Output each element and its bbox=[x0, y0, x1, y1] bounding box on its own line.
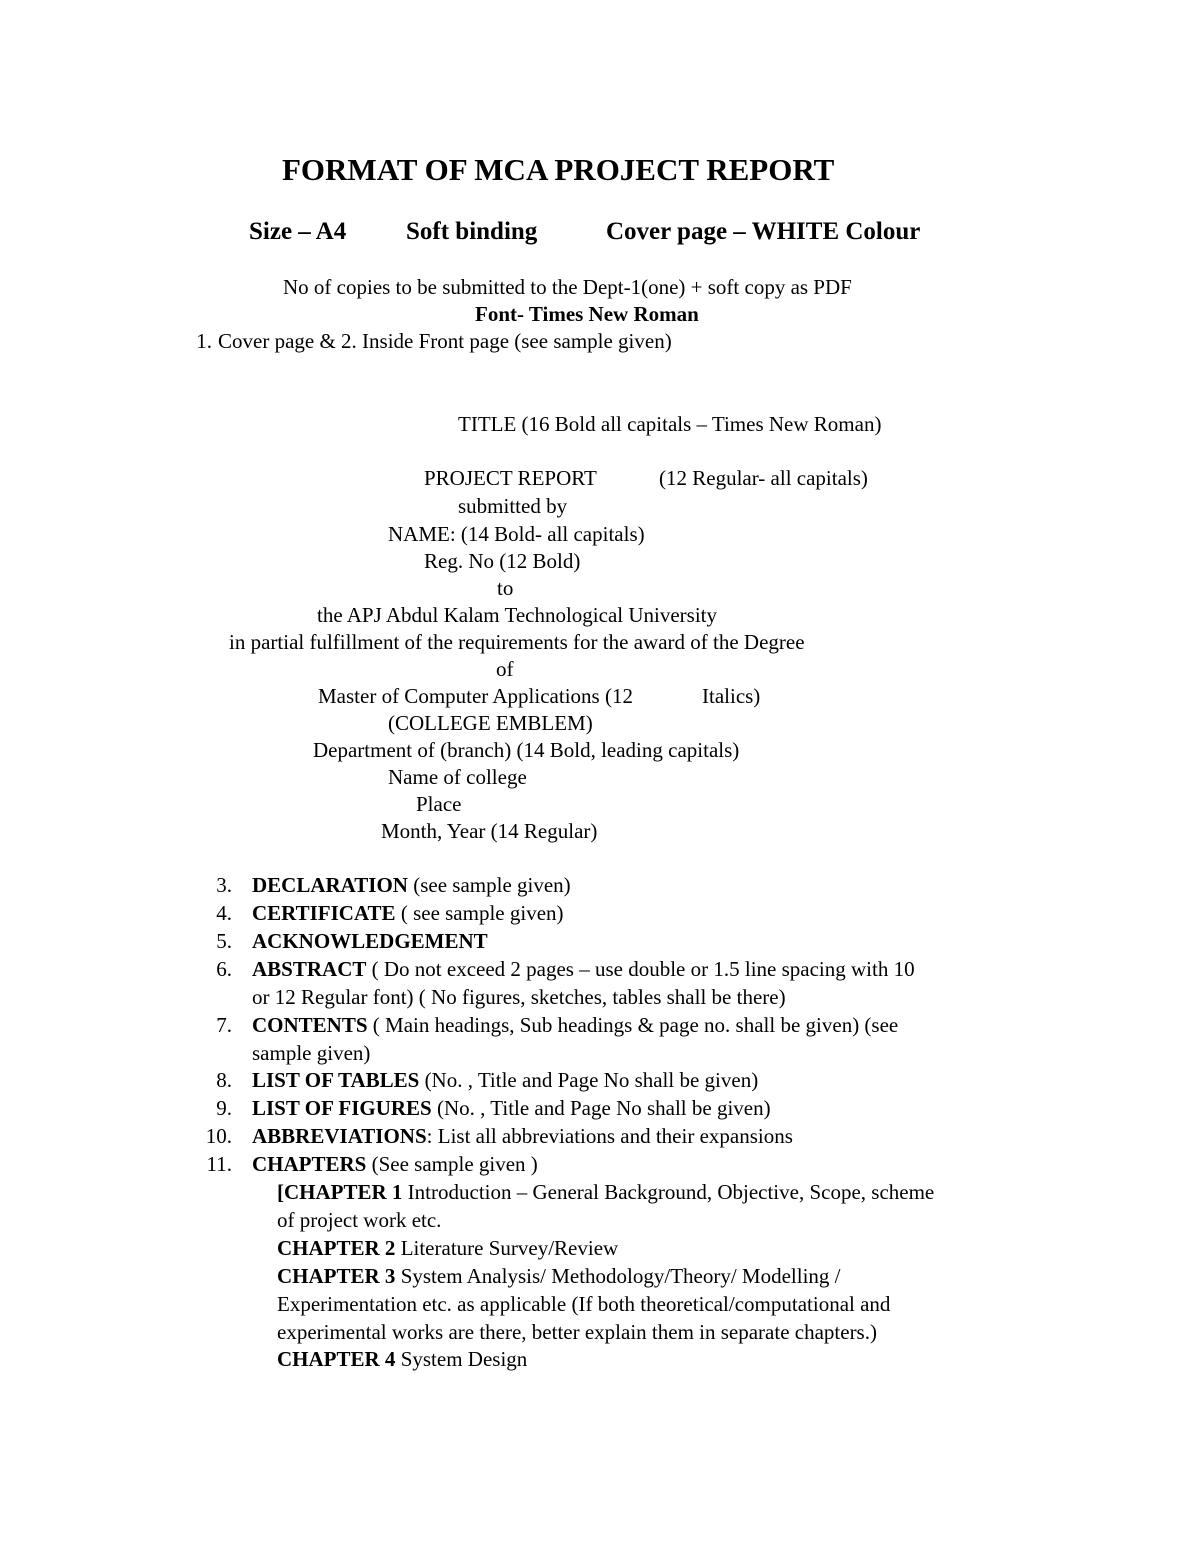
list-item-list-of-tables bbox=[192, 1067, 1092, 1095]
item-heading: LIST OF TABLES bbox=[252, 1068, 420, 1092]
item-detail-continued: sample given) bbox=[252, 1041, 371, 1065]
chapter-heading: CHAPTER 4 bbox=[277, 1347, 396, 1371]
list-item-1 bbox=[172, 328, 1072, 356]
item-heading: ACKNOWLEDGEMENT bbox=[252, 929, 488, 953]
sample-fulfillment: in partial fulfillment of the requirements for the award of the Degree bbox=[229, 630, 805, 654]
list-item-number: 8. bbox=[216, 1068, 232, 1092]
item-heading: LIST OF FIGURES bbox=[252, 1096, 432, 1120]
sample-emblem: (COLLEGE EMBLEM) bbox=[388, 711, 593, 735]
list-item-number: 1. bbox=[196, 329, 212, 353]
list-item-certificate bbox=[192, 900, 1092, 928]
spec-size: Size – A4 bbox=[249, 218, 347, 245]
sample-reg-no: Reg. No (12 Bold) bbox=[424, 549, 581, 573]
item-detail: ( Main headings, Sub headings & page no. shall be given) (see bbox=[367, 1013, 899, 1037]
item-detail: (see sample given) bbox=[407, 873, 571, 897]
sample-place: Place bbox=[416, 792, 462, 816]
spec-binding: Soft binding bbox=[406, 218, 538, 245]
chapter-detail: Introduction – General Background, Objective, Scope, scheme bbox=[402, 1180, 935, 1204]
spec-cover: Cover page – WHITE Colour bbox=[606, 218, 921, 245]
item-heading: DECLARATION bbox=[252, 873, 408, 897]
list-item-text: Cover page & 2. Inside Front page (see sample given) bbox=[218, 329, 672, 353]
chapter-4 bbox=[277, 1346, 1077, 1374]
item-detail: ( see sample given) bbox=[395, 901, 564, 925]
sample-to: to bbox=[497, 576, 514, 600]
list-item-contents bbox=[192, 1012, 1092, 1068]
chapter-1 bbox=[277, 1179, 1077, 1235]
sample-university: the APJ Abdul Kalam Technological University bbox=[317, 603, 718, 627]
chapter-2 bbox=[277, 1235, 1077, 1263]
list-item-abbreviations bbox=[192, 1123, 1092, 1151]
list-item-list-of-figures bbox=[192, 1095, 1092, 1123]
sample-degree-note: Italics) bbox=[702, 684, 761, 708]
item-heading: ABBREVIATIONS bbox=[252, 1124, 427, 1148]
page-title: FORMAT OF MCA PROJECT REPORT bbox=[282, 152, 835, 187]
item-heading: CERTIFICATE bbox=[252, 901, 396, 925]
copies-note: No of copies to be submitted to the Dept-1(one) + soft copy as PDF bbox=[283, 275, 852, 299]
chapter-detail: System Design bbox=[395, 1347, 528, 1371]
item-heading: CHAPTERS bbox=[252, 1152, 367, 1176]
list-item-number: 10. bbox=[205, 1124, 232, 1148]
list-item-acknowledgement bbox=[192, 928, 1092, 956]
item-detail: (No. , Title and Page No shall be given) bbox=[419, 1068, 759, 1092]
list-item-number: 3. bbox=[216, 873, 232, 897]
list-item-number: 5. bbox=[216, 929, 232, 953]
item-detail: (See sample given ) bbox=[366, 1152, 538, 1176]
sample-project-report-note: (12 Regular- all capitals) bbox=[659, 466, 868, 490]
item-heading: CONTENTS bbox=[252, 1013, 368, 1037]
sample-of: of bbox=[496, 657, 514, 681]
font-note: Font- Times New Roman bbox=[475, 302, 699, 326]
chapter-detail: System Analysis/ Methodology/Theory/ Modelling / bbox=[395, 1264, 841, 1288]
sample-submitted-by: submitted by bbox=[458, 494, 568, 518]
sample-project-report: PROJECT REPORT bbox=[424, 466, 597, 490]
sample-month-year: Month, Year (14 Regular) bbox=[381, 819, 598, 843]
sample-degree: Master of Computer Applications (12 bbox=[318, 684, 633, 708]
item-detail: ( Do not exceed 2 pages – use double or 1.5 line spacing with 10 bbox=[366, 957, 915, 981]
sample-title: TITLE (16 Bold all capitals – Times New Roman) bbox=[458, 412, 882, 436]
list-item-abstract bbox=[192, 956, 1092, 1012]
list-item-number: 4. bbox=[216, 901, 232, 925]
chapter-heading: CHAPTER 3 bbox=[277, 1264, 396, 1288]
item-detail: (No. , Title and Page No shall be given) bbox=[431, 1096, 771, 1120]
chapter-heading: CHAPTER 2 bbox=[277, 1236, 396, 1260]
item-detail: : List all abbreviations and their expansions bbox=[426, 1124, 793, 1148]
list-item-chapters bbox=[192, 1151, 1092, 1179]
chapter-heading: [CHAPTER 1 bbox=[277, 1180, 403, 1204]
item-heading: ABSTRACT bbox=[252, 957, 367, 981]
chapter-detail-continued: of project work etc. bbox=[277, 1208, 442, 1232]
chapter-3 bbox=[277, 1263, 1077, 1347]
sample-department: Department of (branch) (14 Bold, leading capitals) bbox=[313, 738, 740, 762]
item-detail-continued: or 12 Regular font) ( No figures, sketches, tables shall be there) bbox=[252, 985, 786, 1009]
list-item-number: 9. bbox=[216, 1096, 232, 1120]
list-item-number: 11. bbox=[206, 1152, 232, 1176]
chapter-detail-continued: experimental works are there, better explain them in separate chapters.) bbox=[277, 1320, 877, 1344]
chapter-detail-continued: Experimentation etc. as applicable (If both theoretical/computational and bbox=[277, 1292, 891, 1316]
chapter-detail: Literature Survey/Review bbox=[395, 1236, 619, 1260]
list-item-number: 6. bbox=[216, 957, 232, 981]
sample-name: NAME: (14 Bold- all capitals) bbox=[388, 522, 645, 546]
sample-college: Name of college bbox=[388, 765, 527, 789]
list-item-declaration bbox=[192, 872, 1092, 900]
list-item-number: 7. bbox=[216, 1013, 232, 1037]
